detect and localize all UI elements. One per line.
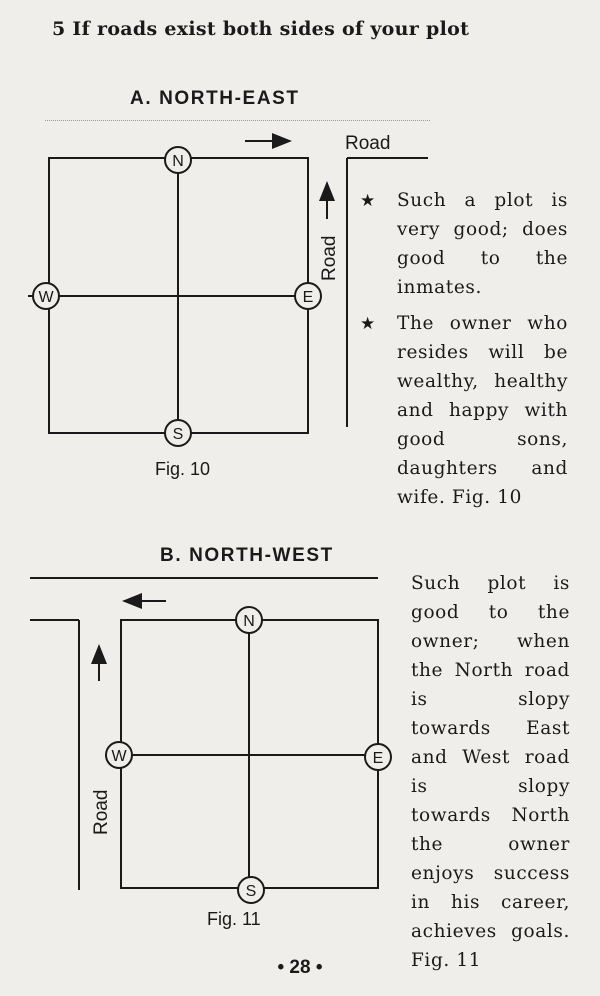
- dotted-divider: [45, 120, 430, 121]
- fig-11-east-label: E: [372, 750, 384, 767]
- section-b-title: B. NORTH-WEST: [160, 545, 334, 566]
- fig-10-east-label: E: [302, 289, 314, 306]
- fig-10-road-side-label: Road: [319, 235, 340, 281]
- fig-10-road-top-label: Road: [345, 133, 391, 154]
- fig-11-caption: Fig. 11: [207, 909, 261, 929]
- fig-11-west-label: W: [111, 748, 127, 765]
- fig-11-diagram: [0, 570, 400, 910]
- page-number: • 28 •: [277, 957, 323, 978]
- fig-11-south-label: S: [245, 883, 257, 900]
- bullet-star-icon: ★: [360, 314, 376, 334]
- page-heading: 5 If roads exist both sides of your plot: [52, 18, 470, 40]
- fig-10-west-label: W: [38, 289, 54, 306]
- fig-10-caption: Fig. 10: [155, 459, 211, 479]
- section-b-text: Such plot is good to the owner; when the North road is slopy towards East and West road is slopy towards North the owner enjoys success in his career, achieves goals. Fig. 11: [411, 573, 570, 971]
- bullet-1: Such a plot is very good; does good to the inmates.: [397, 190, 568, 298]
- fig-10-south-label: S: [172, 426, 184, 443]
- fig-11-north-label: N: [243, 613, 255, 630]
- bullet-star-icon: ★: [360, 191, 376, 211]
- bullet-2: The owner who resides will be wealthy, healthy and happy with good sons, daughters and wife. Fig. 10: [397, 313, 568, 508]
- fig-11-road-label: Road: [91, 789, 112, 835]
- fig-10-diagram: [0, 125, 440, 455]
- section-a-title: A. NORTH-EAST: [130, 88, 300, 109]
- fig-10-north-label: N: [172, 153, 184, 170]
